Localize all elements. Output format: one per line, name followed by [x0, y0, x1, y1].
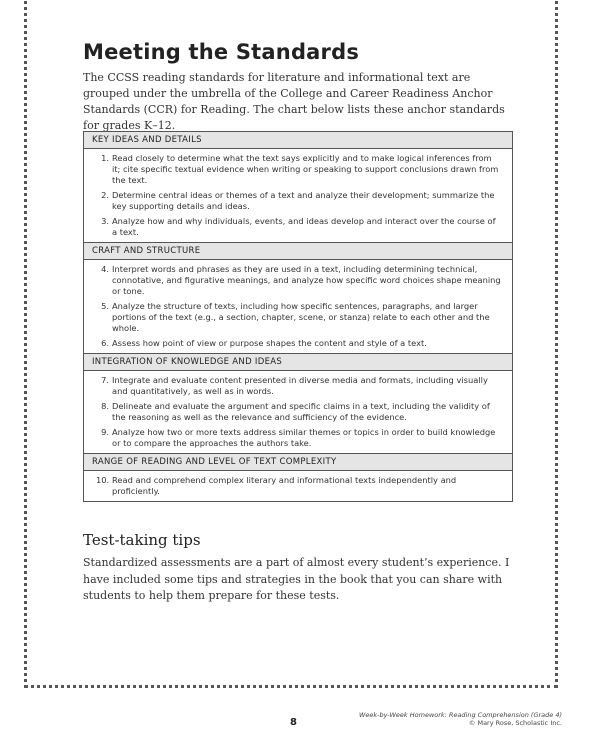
category-body	[84, 471, 512, 501]
standard-text: Read and comprehend complex literary and informational texts independently and proficiently.	[112, 475, 457, 496]
standard-item	[96, 338, 502, 349]
category-header: INTEGRATION OF KNOWLEDGE AND IDEAS	[84, 354, 512, 371]
standard-text: Assess how point of view or purpose shapes the content and style of a text.	[112, 338, 427, 348]
tips-heading: Test-taking tips	[83, 531, 201, 549]
standard-text: Analyze the structure of texts, including how specific sentences, paragraphs, and larger portions of the text (e.g., a section, chapter, scene, or stanza) relate to each other and the whole.	[112, 301, 490, 333]
standard-item	[96, 375, 502, 397]
category-body	[84, 260, 512, 354]
standard-item	[96, 216, 502, 238]
standard-item	[96, 401, 502, 423]
standard-number: 10.	[96, 475, 110, 485]
standard-text: Analyze how and why individuals, events, and ideas develop and interact over the course of a text.	[112, 216, 496, 237]
page-number: 8	[290, 717, 297, 728]
standard-text: Analyze how two or more texts address similar themes or topics in order to build knowledge or to compare the approaches the authors take.	[112, 427, 496, 448]
category-body	[84, 371, 512, 454]
footer-copyright: © Mary Rose, Scholastic Inc.	[468, 719, 562, 727]
category-body	[84, 149, 512, 243]
standard-number: 5.	[101, 301, 109, 311]
standard-item	[96, 301, 502, 334]
standard-text: Read closely to determine what the text says explicitly and to make logical inferences from it; cite specific textual evidence when writing or speaking to support conclusions drawn from the text.	[112, 153, 499, 185]
standards-chart	[83, 131, 513, 502]
intro-section	[83, 40, 513, 134]
standard-number: 4.	[101, 264, 109, 274]
category-header: CRAFT AND STRUCTURE	[84, 243, 512, 260]
standard-item	[96, 153, 502, 186]
standard-text: Determine central ideas or themes of a text and analyze their development; summarize the key supporting details and ideas.	[112, 190, 495, 211]
standard-number: 1.	[101, 153, 109, 163]
standard-number: 3.	[101, 216, 109, 226]
standard-text: Delineate and evaluate the argument and specific claims in a text, including the validity of the reasoning as well as the relevance and sufficiency of the evidence.	[112, 401, 490, 422]
standard-text: Integrate and evaluate content presented in diverse media and formats, including visually and quantitatively, as well as in words.	[112, 375, 488, 396]
standard-number: 8.	[101, 401, 109, 411]
footer-credit	[359, 711, 562, 727]
standard-text: Interpret words and phrases as they are used in a text, including determining technical, connotative, and figurative meanings, and analyze how specific word choices shape meaning or tone.	[112, 264, 501, 296]
standard-number: 9.	[101, 427, 109, 437]
footer-book-title: Week-by-Week Homework: Reading Comprehension (Grade 4)	[358, 711, 562, 719]
standard-item	[96, 475, 502, 497]
tips-paragraph: Standardized assessments are a part of almost every student’s experience. I have included some tips and strategies in the book that you can share with students to help them prepare for these tests.	[83, 556, 510, 602]
intro-paragraph: The CCSS reading standards for literature and informational text are grouped under the umbrella of the College and Career Readiness Anchor Standards (CCR) for Reading. The chart below lists these anchor standards for grades K–12.	[83, 71, 505, 132]
standard-item	[96, 264, 502, 297]
standard-number: 7.	[101, 375, 109, 385]
standard-item	[96, 427, 502, 449]
standard-item	[96, 190, 502, 212]
standard-number: 6.	[101, 338, 109, 348]
category-header: KEY IDEAS AND DETAILS	[84, 132, 512, 149]
category-header: RANGE OF READING AND LEVEL OF TEXT COMPLEXITY	[84, 454, 512, 471]
standard-number: 2.	[101, 190, 109, 200]
page-title: Meeting the Standards	[83, 40, 360, 64]
